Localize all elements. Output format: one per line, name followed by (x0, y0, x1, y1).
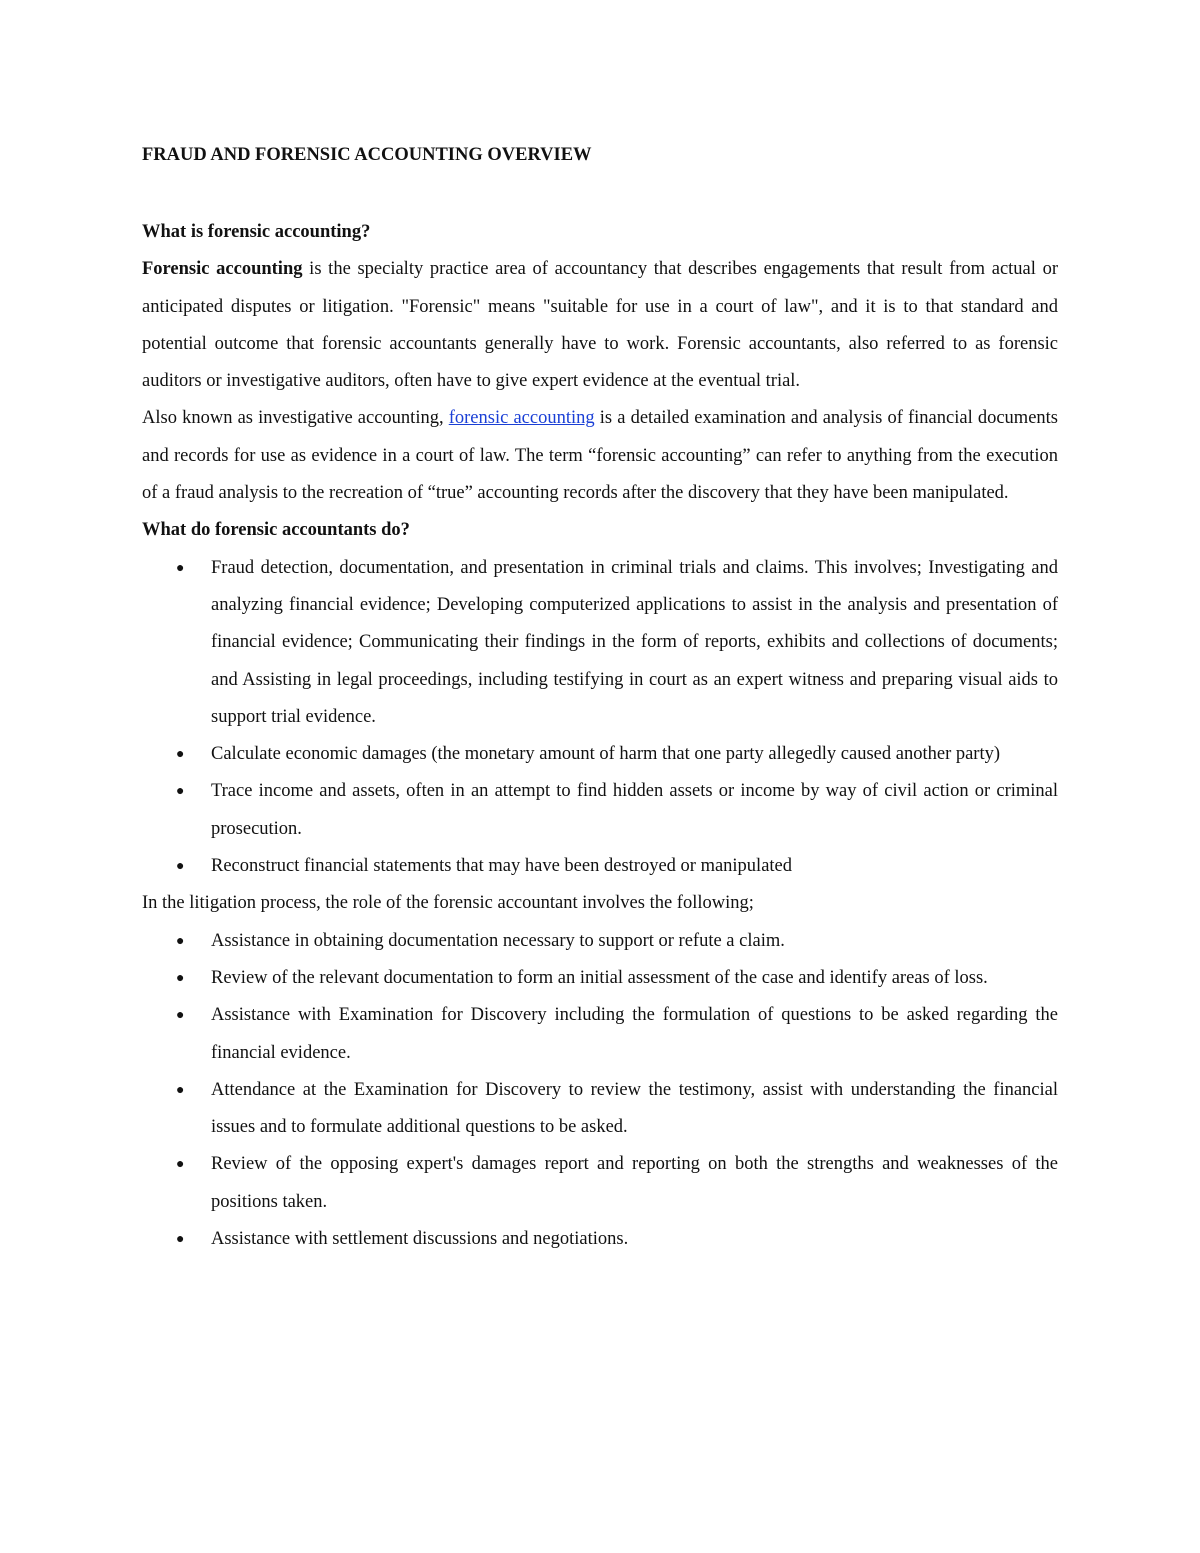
paragraph-investigative-before: Also known as investigative accounting, (142, 408, 449, 429)
litigation-intro: In the litigation process, the role of the forensic accountant involves the following; (142, 893, 754, 914)
list-item: ● Review of the relevant documentation to form an initial assessment of the case and identify areas of loss. (142, 960, 1058, 997)
document-title: FRAUD AND FORENSIC ACCOUNTING OVERVIEW (142, 145, 592, 165)
list-item: ● Calculate economic damages (the monetary amount of harm that one party allegedly caused another party) (142, 736, 1058, 773)
bullet-icon: ● (176, 784, 185, 800)
paragraph-definition (142, 251, 1058, 400)
list-item: ● Fraud detection, documentation, and presentation in criminal trials and claims. This involves; Investigating and analyzing financial evidence; Developing computerized applications to assist in the analysis and presentation of financial evidence; Communicating their findings in the form of reports, exhibits and collections of documents; and Assisting in legal proceedings, including testifying in court as an expert witness and preparing visual aids to support trial evidence. (142, 550, 1058, 736)
document-page (142, 140, 1058, 1258)
bullet-icon: ● (176, 747, 185, 763)
paragraph-investigative-after: is a detailed examination and analysis of financial documents and records for use as evidence in a court of law. The term “forensic accounting” can refer to anything from the execution of a fraud analysis to the recreation of “true” accounting records after the discovery that they have been manipulated. (142, 408, 1058, 504)
section-heading-what-is: What is forensic accounting? (142, 222, 371, 242)
definition-text: is the specialty practice area of accountancy that describes engagements that result from actual or anticipated disputes or litigation. "Forensic" means "suitable for use in a court of law", and it is to that standard and potential outcome that forensic accountants generally have to work. Forensic accountants, also referred to as forensic auditors or investigative auditors, often have to give expert evidence at the eventual trial. (142, 259, 1058, 392)
list-item: ● Assistance with Examination for Discovery including the formulation of questions to be asked regarding the financial evidence. (142, 997, 1058, 1072)
term-forensic-accounting: Forensic accounting (142, 259, 303, 280)
list-item: ● Attendance at the Examination for Discovery to review the testimony, assist with understanding the financial issues and to formulate additional questions to be asked. (142, 1072, 1058, 1147)
bullet-icon: ● (176, 1232, 185, 1248)
list-item: ● Review of the opposing expert's damages report and reporting on both the strengths and weaknesses of the positions taken. (142, 1146, 1058, 1221)
bullet-icon: ● (176, 859, 185, 875)
duties-list (142, 550, 1058, 886)
bullet-icon: ● (176, 1157, 185, 1173)
paragraph-investigative (142, 400, 1058, 512)
bullet-icon: ● (176, 1008, 185, 1024)
bullet-icon: ● (176, 1082, 185, 1098)
litigation-list (142, 923, 1058, 1259)
bullet-icon: ● (176, 560, 185, 576)
bullet-icon: ● (176, 970, 185, 986)
list-item: ● Reconstruct financial statements that may have been destroyed or manipulated (142, 848, 1058, 885)
list-item: ● Assistance in obtaining documentation necessary to support or refute a claim. (142, 923, 1058, 960)
list-item: ● Trace income and assets, often in an attempt to find hidden assets or income by way of civil action or criminal prosecution. (142, 773, 1058, 848)
list-item: ● Assistance with settlement discussions and negotiations. (142, 1221, 1058, 1258)
bullet-icon: ● (176, 933, 185, 949)
section-heading-what-do: What do forensic accountants do? (142, 520, 410, 541)
forensic-accounting-link[interactable]: forensic accounting (448, 408, 595, 429)
